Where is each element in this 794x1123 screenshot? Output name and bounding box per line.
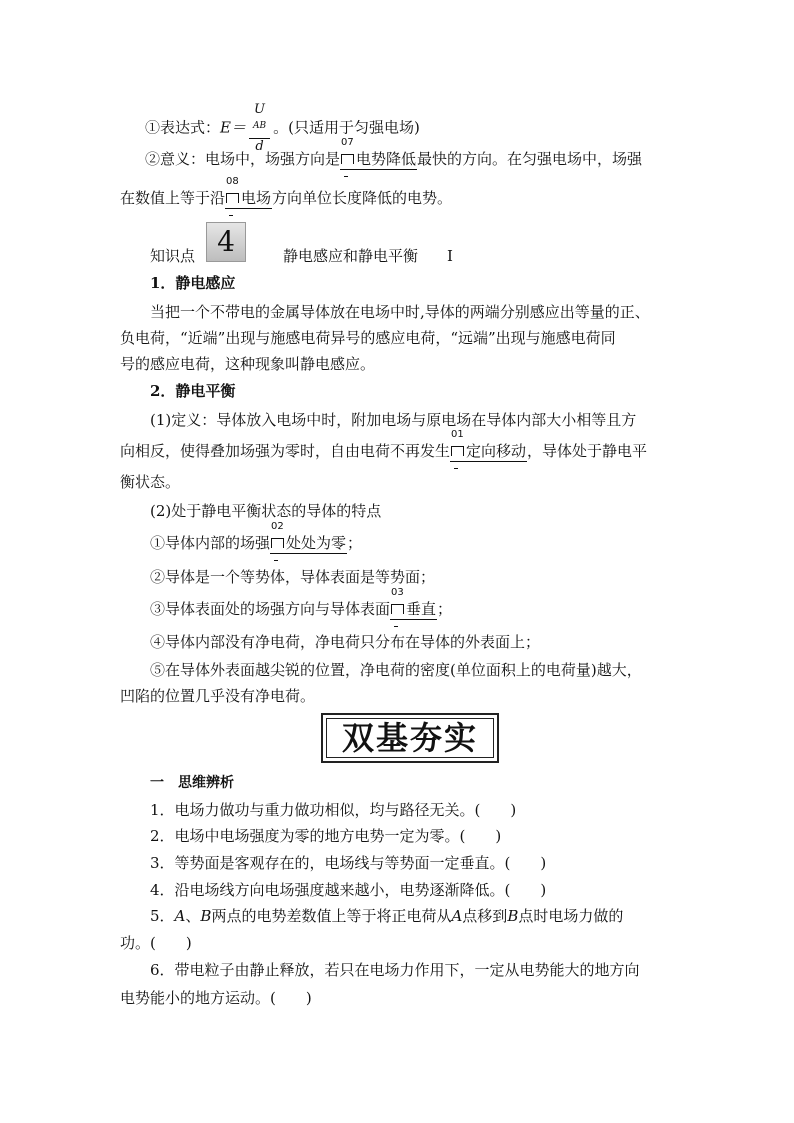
s2-def-text-2b: ，导体处于静电平 <box>527 442 648 460</box>
blank-answer: 定向移动 <box>466 442 527 460</box>
kp4-level: Ⅰ <box>447 247 453 265</box>
feature-5-line-2: 凹陷的位置几乎没有净电荷。 <box>120 687 316 705</box>
formula-numerator: U <box>254 102 266 117</box>
kp4-title: 静电感应和静电平衡 <box>283 247 419 265</box>
s2-def-line-2 <box>120 429 648 462</box>
s1-para-line-1: 当把一个不带电的金属导体放在电场中时,导体的两端分别感应出等量的正、 <box>150 303 650 321</box>
formula-numerator-sub: AB <box>252 121 267 131</box>
fill-blank-07 <box>340 137 417 170</box>
formula-note: 。(只适用于匀强电场) <box>273 118 420 137</box>
feature-3-text-a: ③导体表面处的场强方向与导体表面 <box>150 600 391 618</box>
q5-number: 5． <box>150 907 175 925</box>
meaning-text-2a: 在数值上等于沿 <box>120 189 226 207</box>
q5-point-a2: A <box>451 907 463 925</box>
kp4-label: 知识点 <box>150 247 196 265</box>
blank-number: 01 <box>451 429 464 440</box>
question-6-line-2: 电势能小的地方运动。( ) <box>120 989 312 1007</box>
kp4-number-badge: 4 <box>206 222 246 262</box>
s1-para-line-3: 号的感应电荷，这种现象叫静电感应。 <box>120 355 376 373</box>
question-3: 3．等势面是客观存在的，电场线与等势面一定垂直。( ) <box>150 854 547 872</box>
formula-denominator: d <box>255 139 264 155</box>
q5-text-3: 点时电场力做的 <box>518 907 624 925</box>
s2-features-title: (2)处于静电平衡状态的导体的特点 <box>150 502 382 520</box>
blank-number: 08 <box>226 176 239 187</box>
fill-blank-02 <box>270 521 347 554</box>
q5-point-a: A <box>174 907 186 925</box>
meaning-line-2 <box>120 176 453 209</box>
feature-2: ②导体是一个等势体，导体表面是等势面； <box>150 568 436 586</box>
formula-line <box>145 102 420 155</box>
question-2: 2．电场中电场强度为零的地方电势一定为零。( ) <box>150 827 502 845</box>
blank-number: 02 <box>271 521 284 532</box>
feature-1-text-b: ； <box>347 534 363 552</box>
s2-def-text-2a: 向相反，使得叠加场强为零时，自由电荷不再发生 <box>120 442 451 460</box>
q5-point-b2: B <box>507 907 519 925</box>
feature-5-line-1: ⑤在导体外表面越尖锐的位置，净电荷的密度(单位面积上的电荷量)越大， <box>150 661 642 679</box>
question-1: 1．电场力做功与重力做功相似，均与路径无关。( ) <box>150 801 517 819</box>
feature-3-text-b: ； <box>437 600 453 618</box>
q5-point-b: B <box>200 907 212 925</box>
fill-blank-08 <box>225 176 272 209</box>
meaning-text-2b: 方向单位长度降低的电势。 <box>272 189 453 207</box>
meaning-text-1b: 最快的方向。在匀强电场中，场强 <box>417 150 643 168</box>
blank-answer: 处处为零 <box>286 534 347 552</box>
question-5-line-1 <box>150 906 623 926</box>
feature-3 <box>150 587 453 620</box>
s2-title: 2．静电平衡 <box>150 382 236 400</box>
fill-blank-01 <box>450 429 527 462</box>
blank-answer: 垂直 <box>406 600 437 618</box>
section-banner <box>321 713 499 763</box>
s2-def-line-3: 衡状态。 <box>120 473 181 491</box>
s2-def-line-1: (1)定义：导体放入电场中时，附加电场与原电场在导体内部大小相等且方 <box>150 411 637 429</box>
meaning-text-1a: ②意义：电场中，场强方向是 <box>145 150 341 168</box>
formula-fraction <box>249 102 270 155</box>
formula-lhs: E＝ <box>220 118 246 137</box>
section-banner-title: 双基夯实 <box>326 718 494 758</box>
q5-text-1: 两点的电势差数值上等于将正电荷从 <box>211 907 452 925</box>
blank-answer: 电场 <box>241 189 272 207</box>
question-6-line-1: 6．带电粒子由静止释放，若只在电场力作用下，一定从电势能大的地方向 <box>150 961 640 979</box>
blank-number: 03 <box>391 587 404 598</box>
feature-1-text-a: ①导体内部的场强 <box>150 534 271 552</box>
question-5-line-2: 功。( ) <box>120 934 192 952</box>
fill-blank-03 <box>390 587 437 620</box>
meaning-line-1 <box>145 137 643 170</box>
feature-1 <box>150 521 363 554</box>
feature-4: ④导体内部没有净电荷，净电荷只分布在导体的外表面上； <box>150 633 541 651</box>
formula-label: ①表达式： <box>145 118 221 137</box>
s1-title: 1．静电感应 <box>150 274 236 292</box>
practice-section-title: 一 思维辨析 <box>150 775 234 791</box>
q5-sep: 、 <box>185 907 201 925</box>
question-4: 4．沿电场线方向电场强度越来越小，电势逐渐降低。( ) <box>150 881 547 899</box>
q5-text-2: 点移到 <box>462 907 508 925</box>
blank-answer: 电势降低 <box>356 150 417 168</box>
s1-para-line-2: 负电荷，“近端”出现与施感电荷异号的感应电荷，“远端”出现与施感电荷同 <box>120 329 616 347</box>
blank-number: 07 <box>341 137 354 148</box>
